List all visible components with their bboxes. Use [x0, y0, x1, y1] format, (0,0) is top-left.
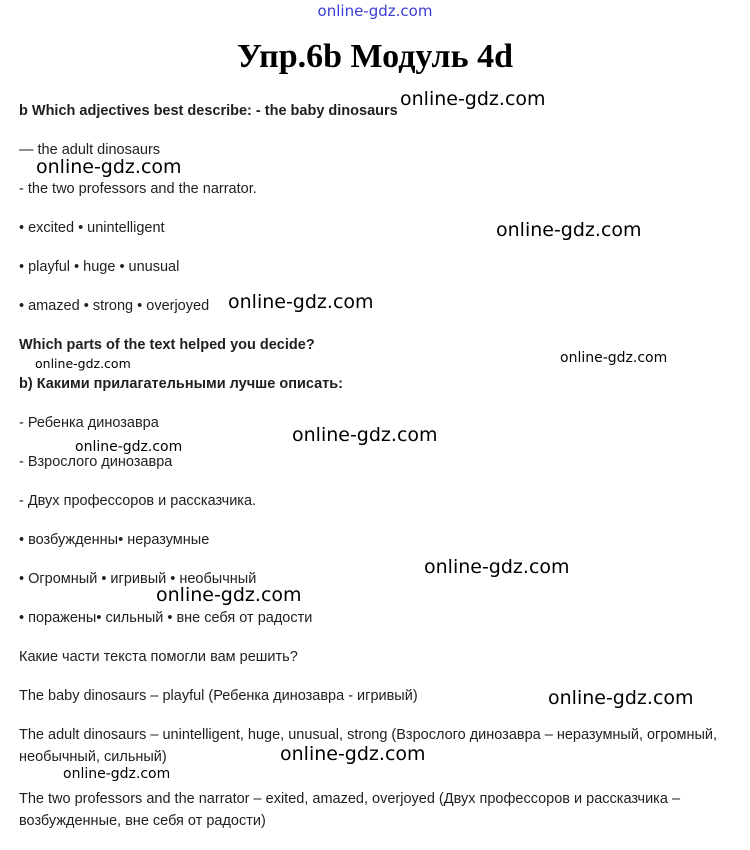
text-line: - Взрослого динозавра [19, 454, 173, 470]
adjective-line: • excited • unintelligent [19, 220, 165, 236]
watermark: online-gdz.com [560, 350, 668, 366]
adjective-line: • playful • huge • unusual [19, 259, 180, 275]
text-line: - Двух профессоров и рассказчика. [19, 493, 257, 509]
watermark: online-gdz.com [424, 556, 570, 578]
watermark: online-gdz.com [228, 291, 374, 313]
answer-line: The baby dinosaurs – playful (Ребенка динозавра - игривый) [19, 688, 418, 704]
watermark: online-gdz.com [156, 584, 302, 606]
adjective-line: • возбужденны• неразумные [19, 532, 210, 548]
watermark: online-gdz.com [292, 424, 438, 446]
page-title: Упр.6b Модуль 4d [236, 38, 514, 75]
watermark: online-gdz.com [280, 743, 426, 765]
watermark: online-gdz.com [63, 766, 171, 782]
text-line: - Ребенка динозавра [19, 415, 159, 431]
watermark: online-gdz.com [75, 439, 183, 455]
text-line: - the two professors and the narrator. [19, 181, 257, 197]
watermark: online-gdz.com [548, 687, 694, 709]
adjective-line: • Огромный • игривый • необычный [19, 571, 257, 587]
watermark: online-gdz.com [400, 88, 546, 110]
adjective-line: • поражены• сильный • вне себя от радости [19, 610, 313, 626]
text-line: — the adult dinosaurs [19, 142, 161, 158]
question-line: b Which adjectives best describe: - the baby dinosaurs [19, 103, 398, 119]
text-line: Какие части текста помогли вам решить? [19, 649, 298, 665]
watermark: online-gdz.com [496, 219, 642, 241]
answer-line: The two professors and the narrator – exited, amazed, overjoyed (Двух профессоров и рассказчика – возбужденные, вне себя от радости) [19, 791, 681, 829]
question-line: b) Какими прилагательными лучше описать: [19, 376, 344, 392]
site-header: online-gdz.com [317, 2, 433, 20]
watermark: online-gdz.com [35, 356, 131, 371]
question-line: Which parts of the text helped you decide? [19, 337, 315, 353]
watermark: online-gdz.com [36, 156, 182, 178]
adjective-line: • amazed • strong • overjoyed [19, 298, 210, 314]
answer-line: The adult dinosaurs – unintelligent, huge, unusual, strong (Взрослого динозавра – неразумный, огромный, необычный, сильный) [19, 727, 718, 765]
